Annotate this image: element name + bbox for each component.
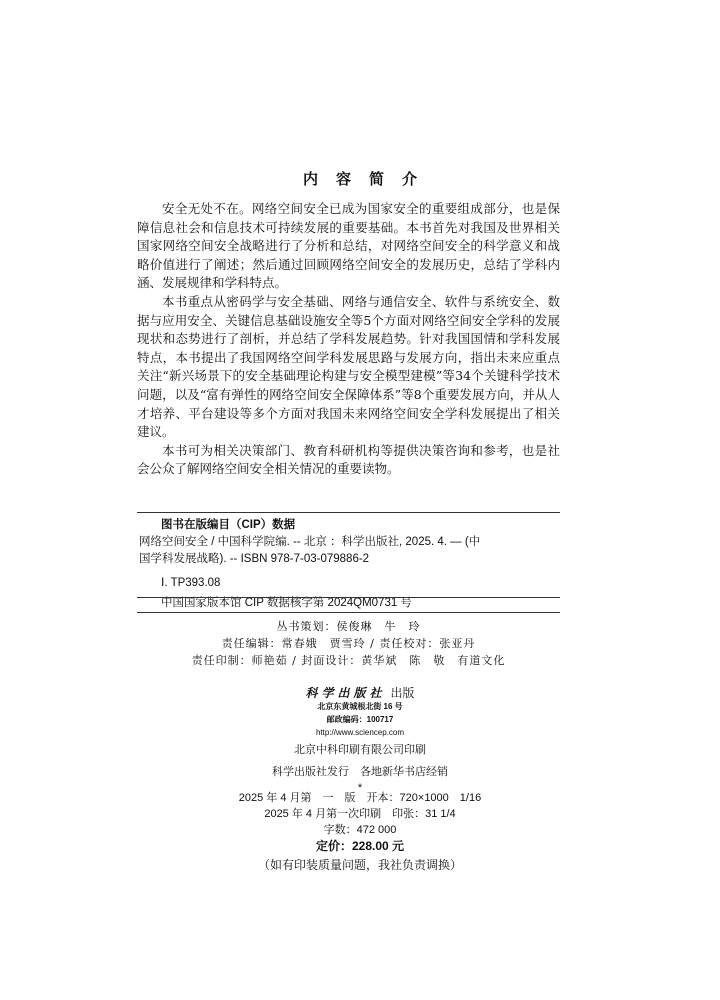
cip-heading: 图书在版编目（CIP）数据 xyxy=(161,519,296,531)
intro-paragraph: 本书可为相关决策部门、教育科研机构等提供决策咨询和参考，也是社会公众了解网络空间安全相关情况的重要读物。 xyxy=(137,442,560,477)
page-title: 内容简介 xyxy=(302,170,435,188)
distribution: 科学出版社发行 各地新华书店经销 xyxy=(272,766,448,778)
credit-line: 丛书策划：侯俊琳 牛 玲 xyxy=(276,620,421,633)
printer: 北京中科印刷有限公司印刷 xyxy=(294,744,426,756)
cip-bottom-divider xyxy=(137,597,560,598)
specs-block xyxy=(0,790,720,875)
word-count: 字数：472 000 xyxy=(323,824,397,836)
publisher-suffix: 出版 xyxy=(390,686,415,700)
publisher-line xyxy=(0,682,720,701)
price: 定价：228.00 元 xyxy=(315,839,405,853)
cip-verification: 中国国家版本馆 CIP 数据核字第 2024QM0731 号 xyxy=(161,597,412,609)
publisher-details xyxy=(0,700,720,739)
publisher-address: 北京东黄城根北街 16 号 xyxy=(317,702,403,711)
cip-top-divider xyxy=(137,512,560,513)
cip-classification: Ⅰ. TP393.08 xyxy=(161,577,221,589)
credit-line: 责任印制：师艳茹 / 封面设计：黄华斌 陈 敬 有道文化 xyxy=(191,654,506,667)
publisher-website: http://www.sciencep.com xyxy=(315,728,405,737)
credits-block xyxy=(137,618,560,669)
credits-divider xyxy=(137,612,560,613)
printing-block xyxy=(0,742,720,796)
cip-line: 网络空间安全 / 中国科学院编. -- 北京 ：科学出版社, 2025. 4. — (中 xyxy=(139,536,481,548)
intro-paragraph: 安全无处不在。网络空间安全已成为国家安全的重要组成部分，也是保障信息社会和信息技术可持续发展的重要基础。本书首先对我国及世界相关国家网络空间安全战略进行了分析和总结，对网络空间安全的科学意义和战略价值进行了阐述；然后通过回顾网络空间安全的发展历史，总结了学科内涵、发展规律和学科特点。 xyxy=(137,201,560,291)
cip-line: 国学科发展战略). -- ISBN 978-7-03-079886-2 xyxy=(139,553,370,565)
publisher-logo: 科学出版社 xyxy=(305,686,386,700)
edition-info: 2025 年 4 月第 一 版 开本：720×1000 1/16 xyxy=(238,792,482,804)
quality-note: （如有印装质量问题，我社负责调换） xyxy=(257,858,462,872)
intro-text xyxy=(137,200,560,479)
separator-star: * xyxy=(357,782,363,794)
impression-info: 2025 年 4 月第一次印刷 印张：31 1/4 xyxy=(264,808,456,820)
intro-paragraph: 本书重点从密码学与安全基础、网络与通信安全、软件与系统安全、数据与应用安全、关键信息基础设施安全等5个方面对网络空间安全学科的发展现状和态势进行了剖析，并总结了学科发展趋势。针对我国国情和学科发展特点，本书提出了我国网络空间学科发展思路与发展方向，指出未来应重点关注“新兴场景下的安全基础理论构建与安全模型建模”等34个关键科学技术问题，以及“富有弹性的网络空间安全保障体系”等8个重要发展方向，并从人才培养、平台建设等多个方面对我国未来网络空间安全学科发展提出了相关建议。 xyxy=(137,293,560,440)
credit-line: 责任编辑：常春娥 贾雪玲 / 责任校对：张亚丹 xyxy=(221,637,476,650)
publisher-postcode: 邮政编码：100717 xyxy=(326,715,394,724)
